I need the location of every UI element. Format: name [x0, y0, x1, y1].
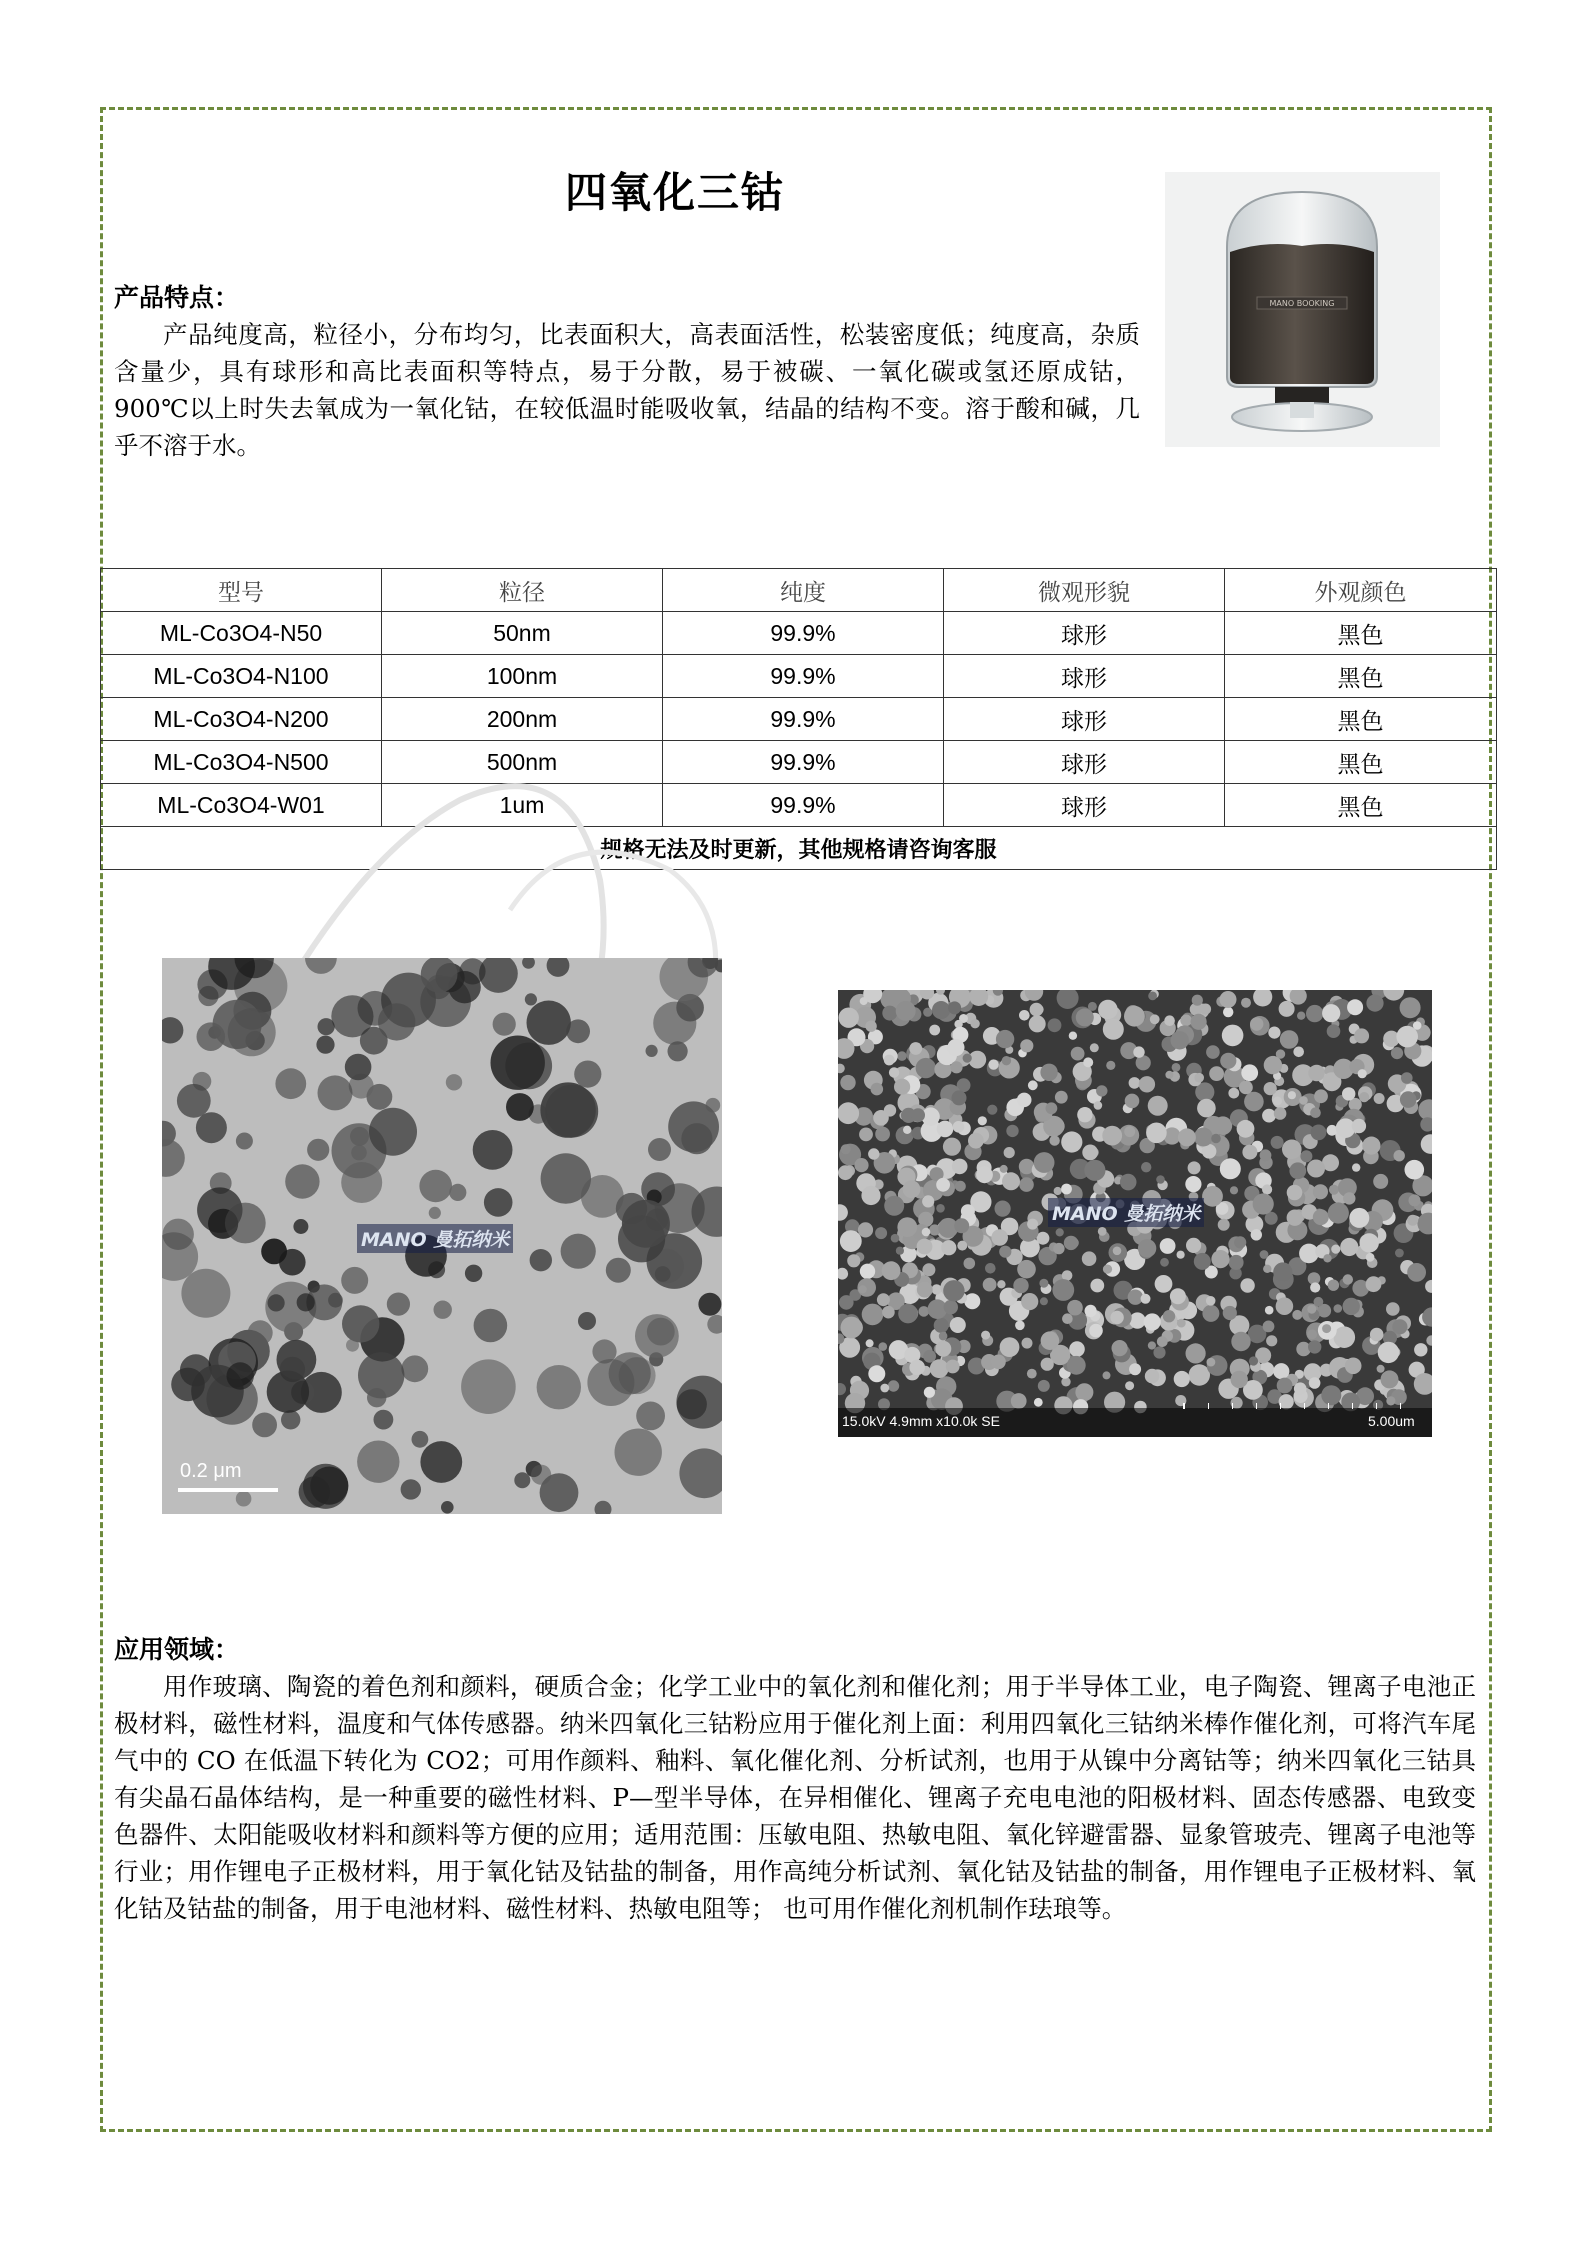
- page-title: 四氧化三钴: [564, 168, 785, 217]
- header-model: 型号: [101, 569, 382, 612]
- cell-color: 黑色: [1225, 698, 1497, 741]
- cell-color: 黑色: [1225, 741, 1497, 784]
- cell-size: 50nm: [382, 612, 663, 655]
- applications-paragraph: 用作玻璃、陶瓷的着色剂和颜料，硬质合金；化学工业中的氧化剂和催化剂；用于半导体工业，电子陶瓷、锂离子电池正极材料，磁性材料，温度和气体传感器。纳米四氧化三钴粉应用于催化剂上面：利用四氧化三钴纳米棒作催化剂，可将汽车尾气中的 CO 在低温下转化为 CO2；可用作颜料、釉料、氧化催化剂、分析试剂，也用于从镍中分离钴等；纳米四氧化三钴具有尖晶石晶体结构，是一种重要的磁性材料、P—型半导体，在异相催化、锂离子充电电池的阳极材料、固态传感器、电致变色器件、太阳能吸收材料和颜料等方便的应用；适用范围：压敏电阻、热敏电阻、氧化锌避雷器、显象管玻壳、锂离子电池等行业；用作锂电子正极材料，用于氧化钴及钴盐的制备，用作高纯分析试剂、氧化钴及钴盐的制备，用作锂电子正极材料、氧化钴及钴盐的制备，用于电池材料、磁性材料、热敏电阻等； 也可用作催化剂机制作珐琅等。: [114, 1672, 1476, 1923]
- cell-purity: 99.9%: [663, 741, 944, 784]
- cell-morphology: 球形: [944, 612, 1225, 655]
- tem-micrograph: [162, 958, 722, 1514]
- cell-purity: 99.9%: [663, 612, 944, 655]
- cell-color: 黑色: [1225, 612, 1497, 655]
- sem-watermark: MANO 曼拓纳米: [1048, 1198, 1204, 1227]
- tem-scale-label: 0.2 μm: [180, 1460, 242, 1482]
- cell-size: 100nm: [382, 655, 663, 698]
- cell-morphology: 球形: [944, 741, 1225, 784]
- table-row: [101, 741, 1497, 784]
- header-morphology: 微观形貌: [944, 569, 1225, 612]
- table-note-row: [101, 827, 1497, 870]
- tem-scale-bar: [178, 1488, 278, 1492]
- sem-micrograph: [838, 990, 1432, 1437]
- cell-color: 黑色: [1225, 655, 1497, 698]
- table-row: [101, 655, 1497, 698]
- table-row: [101, 698, 1497, 741]
- sem-scale-label: 5.00um: [1368, 1413, 1415, 1429]
- features-paragraph: 产品纯度高，粒径小，分布均匀，比表面积大，高表面活性，松装密度低；纯度高，杂质含量少，具有球形和高比表面积等特点，易于分散，易于被碳、一氧化碳或氢还原成钴，900℃以上时失去氧成为一氧化钴，在较低温时能吸收氧，结晶的结构不变。溶于酸和碱，几乎不溶于水。: [114, 320, 1140, 460]
- sem-info-label: 15.0kV 4.9mm x10.0k SE: [842, 1413, 1000, 1429]
- cell-purity: 99.9%: [663, 698, 944, 741]
- spec-table: [100, 568, 1497, 870]
- cell-morphology: 球形: [944, 698, 1225, 741]
- table-row: [101, 612, 1497, 655]
- header-size: 粒径: [382, 569, 663, 612]
- cell-size: 1um: [382, 784, 663, 827]
- cell-purity: 99.9%: [663, 655, 944, 698]
- sem-scale-ticks: [1183, 1403, 1424, 1409]
- cell-model: ML-Co3O4-N500: [101, 741, 382, 784]
- cell-purity: 99.9%: [663, 784, 944, 827]
- bottle-label-text: MANO BOOKING: [1269, 299, 1335, 308]
- cell-size: 500nm: [382, 741, 663, 784]
- header-color: 外观颜色: [1225, 569, 1497, 612]
- table-row: [101, 784, 1497, 827]
- cell-model: ML-Co3O4-N200: [101, 698, 382, 741]
- cell-morphology: 球形: [944, 784, 1225, 827]
- cell-model: ML-Co3O4-N100: [101, 655, 382, 698]
- features-heading: 产品特点：: [114, 283, 240, 312]
- cell-model: ML-Co3O4-W01: [101, 784, 382, 827]
- table-note: 规格无法及时更新，其他规格请咨询客服: [101, 827, 1497, 870]
- cell-morphology: 球形: [944, 655, 1225, 698]
- product-photo: [1165, 172, 1440, 447]
- cell-model: ML-Co3O4-N50: [101, 612, 382, 655]
- sample-bottle-icon: [1165, 172, 1440, 447]
- applications-heading: 应用领域：: [114, 1635, 240, 1664]
- header-purity: 纯度: [663, 569, 944, 612]
- cell-color: 黑色: [1225, 784, 1497, 827]
- table-header-row: [101, 569, 1497, 612]
- tem-watermark: MANO 曼拓纳米: [357, 1224, 513, 1253]
- cell-size: 200nm: [382, 698, 663, 741]
